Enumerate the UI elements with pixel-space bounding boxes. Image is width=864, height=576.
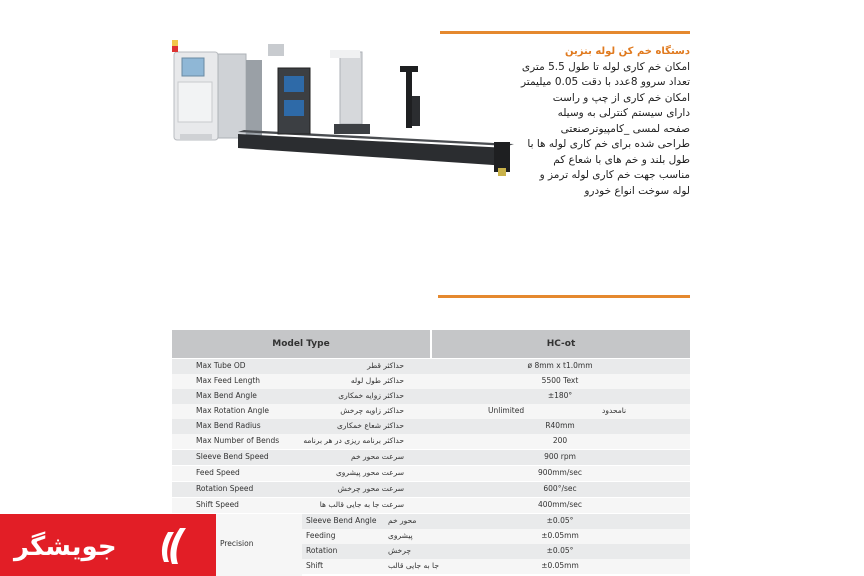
row-value: Unlimited (488, 406, 525, 415)
row-label-en: Max Feed Length (196, 376, 261, 385)
row-value: ø 8mm x t1.0mm (527, 361, 593, 370)
table-row (172, 482, 690, 497)
precision-label-fa: جا به جایی قالب (388, 561, 439, 570)
table-row (172, 389, 690, 404)
description-line: مناسب جهت خم کاری لوله ترمز و (539, 169, 690, 181)
row-value: 900mm/sec (537, 468, 583, 477)
row-label-fa: سرعت محور خم (350, 452, 404, 461)
table-row (172, 374, 690, 389)
table-row (172, 404, 690, 419)
top-divider (440, 31, 690, 34)
table-row (172, 466, 690, 481)
table-row (172, 498, 690, 513)
description-line: امکان خم کاری از چپ و راست (552, 91, 690, 104)
row-label-fa: سرعت محور چرخش (337, 484, 404, 493)
row-label-en: Feed Speed (196, 468, 240, 477)
table-row (172, 434, 690, 449)
row-value: 200 (552, 436, 568, 445)
row-value: R40mm (545, 421, 575, 430)
row-value: 5500 Text (541, 376, 579, 385)
row-label-en: Max Bend Radius (196, 421, 261, 430)
row-label-fa: سرعت جا به جایی قالب ها (319, 500, 404, 509)
precision-label-en: Feeding (306, 531, 336, 540)
description-line: طول بلند و خم های با شعاع کم (553, 153, 690, 166)
product-title: دستگاه خم کن لوله بنزین (565, 46, 690, 57)
description-line: طراحی شده برای خم کاری لوله ها با (527, 138, 690, 150)
row-label-en: Max Number of Bends (196, 436, 280, 445)
precision-row (302, 514, 690, 529)
description-line: امکان خم کاری لوله تا طول 5.5 متری (521, 60, 690, 73)
row-value: ±180° (547, 391, 573, 400)
table-row (172, 359, 690, 374)
row-label-fa: حداکثر زاویه چرخش (340, 406, 404, 415)
precision-label-en: Shift (306, 561, 324, 570)
description-line: تعداد سروو 8عدد با دقت 0.05 میلیمتر (521, 76, 690, 88)
header-model-label: Model Type (272, 339, 330, 349)
description-line: دارای سیستم کنترلی به وسیله (557, 107, 690, 119)
precision-value: ±0.05° (546, 516, 574, 525)
precision-label-fa: پیشروی (388, 531, 413, 540)
precision-value: ±0.05mm (541, 561, 579, 570)
table-header-value (432, 330, 690, 358)
brand-logo-banner (0, 514, 216, 576)
bottom-divider (438, 295, 690, 298)
row-label-fa: حداکثر طول لوله (350, 376, 404, 385)
precision-label-fa: محور خم (388, 516, 417, 525)
table-header-model (172, 330, 430, 358)
precision-row (302, 544, 690, 559)
description-line: لوله سوخت انواع خودرو (584, 184, 690, 197)
precision-value: ±0.05° (546, 546, 574, 555)
table-row (172, 450, 690, 465)
precision-label-fa: چرخش (388, 546, 411, 555)
brand-mark-icon (152, 526, 198, 566)
row-value-fa: نامحدود (602, 406, 627, 415)
row-label-en: Max Rotation Angle (196, 406, 269, 415)
row-label-en: Shift Speed (196, 500, 239, 509)
row-value: 400mm/sec (537, 500, 583, 509)
row-label-fa: حداکثر شعاع خمکاری (337, 421, 404, 430)
brand-logo-text: جویشگر (14, 532, 117, 562)
precision-value: ±0.05mm (541, 531, 579, 540)
row-value: 900 rpm (544, 452, 576, 461)
description-line: صفحه لمسی _کامپیوترصنعتی (560, 122, 690, 135)
row-label-fa: حداکثر قطر (367, 361, 404, 370)
row-label-en: Rotation Speed (196, 484, 254, 493)
header-value-label: HC-ot (546, 339, 576, 349)
row-label-en: Sleeve Bend Speed (196, 452, 269, 461)
precision-label-en: Sleeve Bend Angle (306, 516, 377, 525)
row-label-fa: سرعت محور پیشروی (335, 468, 404, 477)
precision-label: Precision (220, 539, 254, 548)
row-value: 600°/sec (543, 484, 577, 493)
table-row (172, 419, 690, 434)
precision-row (302, 529, 690, 544)
precision-label-en: Rotation (306, 546, 338, 555)
row-label-en: Max Bend Angle (196, 391, 257, 400)
row-label-en: Max Tube OD (196, 361, 246, 370)
row-label-fa: حداکثر برنامه ریزی در هر برنامه (303, 436, 404, 445)
row-label-fa: حداکثر زوایه خمکاری (338, 391, 404, 400)
product-description (440, 44, 690, 199)
precision-row (302, 559, 690, 574)
